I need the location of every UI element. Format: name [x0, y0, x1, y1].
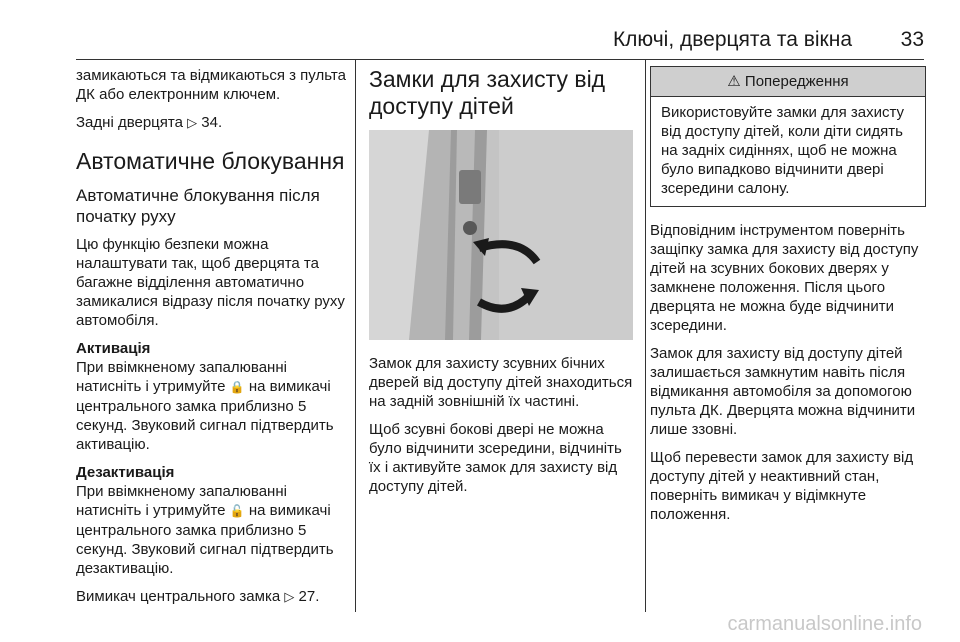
warning-title: Попередження [744, 73, 849, 90]
column-divider [645, 60, 646, 612]
section-heading-auto-lock: Автоматичне блокування [76, 148, 345, 174]
activation-pre: При ввімкненому запалюванні натисніть і утримуйте [76, 359, 287, 395]
deactivation-text [76, 482, 348, 578]
activation-text [76, 358, 348, 454]
warning-header [651, 67, 925, 97]
page-ref-icon: ▷ [187, 115, 198, 130]
unlock-icon: 🔓 [229, 504, 245, 518]
activation-heading: Активація [76, 340, 151, 357]
warning-icon: ⚠ [727, 73, 741, 90]
deactivation-pre: При ввімкненому запалюванні натисніть і утримуйте [76, 483, 287, 519]
header-rule [76, 59, 924, 60]
switch-ref-text: Вимикач центрального замка [76, 588, 281, 605]
page-number: 33 [900, 28, 924, 51]
deactivation-post: на вимикачі центрального замка приблизно 5 секунд. Звуковий сигнал підтвердить дезактивацію. [76, 502, 334, 577]
column-divider [355, 60, 356, 612]
deactivate-lock-text: Щоб перевести замок для захисту від доступу дітей у неактивний стан, поверніть вимикач у відімкнуте положення. [650, 449, 914, 523]
header-title: Ключі, дверцята та вікна [612, 28, 852, 51]
child-lock-location-text: Замок для захисту зсувних бічних дверей від доступу дітей знаходиться на задній зовнішній їх частині. [369, 355, 633, 410]
lock-icon: 🔒 [229, 380, 245, 394]
lock-remains-text: Замок для захисту від доступу дітей залишається замкнутим навіть після відмикання автомобіля за допомогою пульта ДК. Дверцята можна відчинити лише ззовні. [650, 345, 916, 438]
page-header [0, 0, 960, 60]
watermark: carmanualsonline.info [727, 613, 922, 635]
auto-lock-description: Цю функцію безпеки можна налаштувати так, щоб дверцята та багажне відділення автоматично замикалися відразу після початку руху автомобіля. [76, 236, 345, 329]
deactivation-heading: Дезактивація [76, 464, 175, 481]
lock-procedure-text: Відповідним інструментом поверніть защіпку замка для захисту від доступу дітей на зсувних бокових дверях у замкнене положення. Після цього дверцята не можна буде відчинити зсередини. [650, 222, 919, 334]
switch-page-link[interactable]: 27. [298, 588, 320, 605]
child-lock-heading: Замки для захисту від доступу дітей [369, 66, 606, 119]
rear-doors-ref [76, 113, 348, 132]
column-right [650, 66, 926, 533]
column-middle [369, 66, 633, 505]
child-lock-photo [369, 130, 633, 340]
column-left [76, 66, 348, 615]
activation-post: на вимикачі центрального замка приблизно 5 секунд. Звуковий сигнал підтвердить активацію. [76, 378, 334, 453]
subheading-auto-lock-driving: Автоматичне блокування після початку руху [76, 186, 320, 226]
switch-ref [76, 587, 348, 606]
intro-text: замикаються та відмикаються з пульта ДК або електронним ключем. [76, 67, 346, 103]
warning-box [650, 66, 926, 207]
child-lock-activate-text: Щоб зсувні бокові двері не можна було відчинити зсередини, відчиніть їх і активуйте замок для захисту від доступу дітей. [369, 421, 622, 495]
rear-doors-text: Задні дверцята [76, 114, 183, 131]
page-ref-icon: ▷ [284, 589, 295, 604]
rear-doors-page-link[interactable]: 34. [201, 114, 223, 131]
warning-text: Використовуйте замки для захисту від доступу дітей, коли діти сидять на задніх сидіннях, щоб не можна було випадково відчинити двері зсередини салону. [661, 104, 905, 197]
door-illustration [369, 130, 633, 340]
